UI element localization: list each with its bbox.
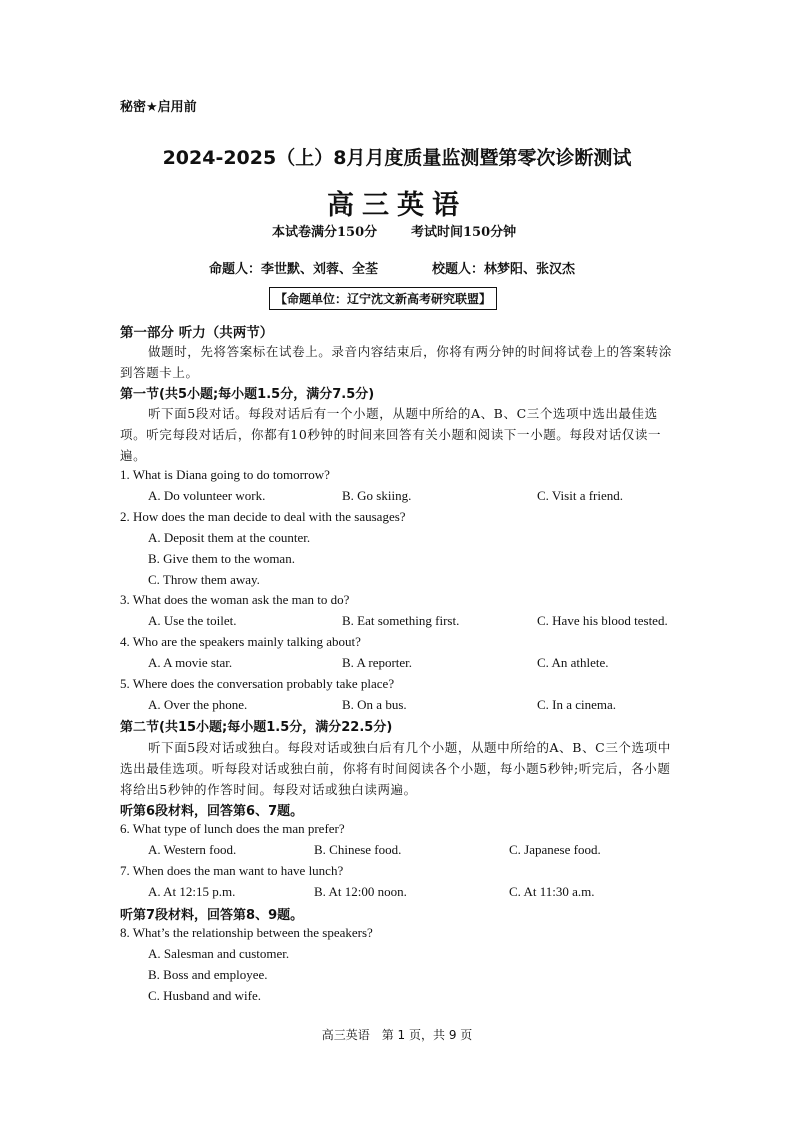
option-c: C. At 11:30 a.m. <box>509 884 595 899</box>
question-stem: 1. What is Diana going to do tomorrow? <box>120 467 330 482</box>
option-c: C. In a cinema. <box>537 697 617 712</box>
material-7-hint: 听第7段材料，回答第8、9题。 <box>120 908 304 923</box>
option-c: C. An athlete. <box>537 655 609 670</box>
option-c: C. Visit a friend. <box>537 488 623 503</box>
option-a: A. Deposit them at the counter. <box>148 530 311 545</box>
option-a: A. At 12:15 p.m. <box>148 884 236 899</box>
section-two-instructions: 听下面5段对话或独白。每段对话或独白后有几个小题，从题中所给的A、B、C三个选项中选出最佳选项。听每段对话或独白前，你将有时间阅读各个小题，每小题5秒钟;听完后，各小题将给出5秒钟的作答时间。每段对话或独白读两遍。 <box>120 740 671 797</box>
question-stem: 4. Who are the speakers mainly talking about? <box>120 634 361 649</box>
option-b: B. Eat something first. <box>342 613 460 628</box>
material-6-hint: 听第6段材料，回答第6、7题。 <box>120 804 304 819</box>
option-c: C. Husband and wife. <box>148 988 262 1003</box>
question-stem: 5. Where does the conversation probably take place? <box>120 676 395 691</box>
exam-time: 考试时间150分钟 <box>411 225 517 240</box>
section-one-title: 第一节(共5小题;每小题1.5分，满分7.5分) <box>120 387 375 402</box>
question-authors: 命题人：李世默、刘蓉、全荃 <box>209 262 379 277</box>
full-score: 本试卷满分150分 <box>272 225 378 240</box>
question-stem: 8. What’s the relationship between the speakers? <box>120 925 373 940</box>
page-footer: 高三英语 第 1 页，共 9 页 <box>321 1028 473 1042</box>
subject-title: 高三英语 <box>327 190 467 221</box>
section-one-instructions: 听下面5段对话。每段对话后有一个小题，从题中所给的A、B、C三个选项中选出最佳选项。听完每段对话后，你都有10秒钟的时间来回答有关小题和阅读下一小题。每段对话仅读一遍。 <box>120 406 662 463</box>
option-b: B. Go skiing. <box>342 488 412 503</box>
option-b: B. Chinese food. <box>314 842 402 857</box>
proofreaders: 校题人：林梦阳、张汉杰 <box>432 262 576 277</box>
exam-title: 2024-2025（上）8月月度质量监测暨第零次诊断测试 <box>162 147 632 169</box>
option-a: A. Salesman and customer. <box>148 946 290 961</box>
option-b: B. Boss and employee. <box>148 967 268 982</box>
question-stem: 7. When does the man want to have lunch? <box>120 863 344 878</box>
option-b: B. A reporter. <box>342 655 413 670</box>
option-b: B. On a bus. <box>342 697 407 712</box>
part-one-instructions: 做题时，先将答案标在试卷上。录音内容结束后，你将有两分钟的时间将试卷上的答案转涂到答题卡上。 <box>120 344 673 380</box>
option-a: A. Over the phone. <box>148 697 248 712</box>
option-a: A. Use the toilet. <box>148 613 237 628</box>
part-one-title: 第一部分 听力（共两节） <box>120 325 274 341</box>
option-c: C. Japanese food. <box>509 842 601 857</box>
authoring-unit: 【命题单位：辽宁沈文新高考研究联盟】 <box>269 287 497 310</box>
option-b: B. Give them to the woman. <box>148 551 295 566</box>
option-a: A. A movie star. <box>148 655 233 670</box>
option-b: B. At 12:00 noon. <box>314 884 407 899</box>
option-c: C. Throw them away. <box>148 572 260 587</box>
option-a: A. Western food. <box>148 842 237 857</box>
question-stem: 6. What type of lunch does the man prefer? <box>120 821 345 836</box>
option-c: C. Have his blood tested. <box>537 613 668 628</box>
option-a: A. Do volunteer work. <box>148 488 266 503</box>
section-two-title: 第二节(共15小题;每小题1.5分，满分22.5分) <box>120 720 393 735</box>
confidential-label: 秘密★启用前 <box>120 100 197 115</box>
question-stem: 3. What does the woman ask the man to do? <box>120 592 350 607</box>
question-stem: 2. How does the man decide to deal with the sausages? <box>120 509 406 524</box>
